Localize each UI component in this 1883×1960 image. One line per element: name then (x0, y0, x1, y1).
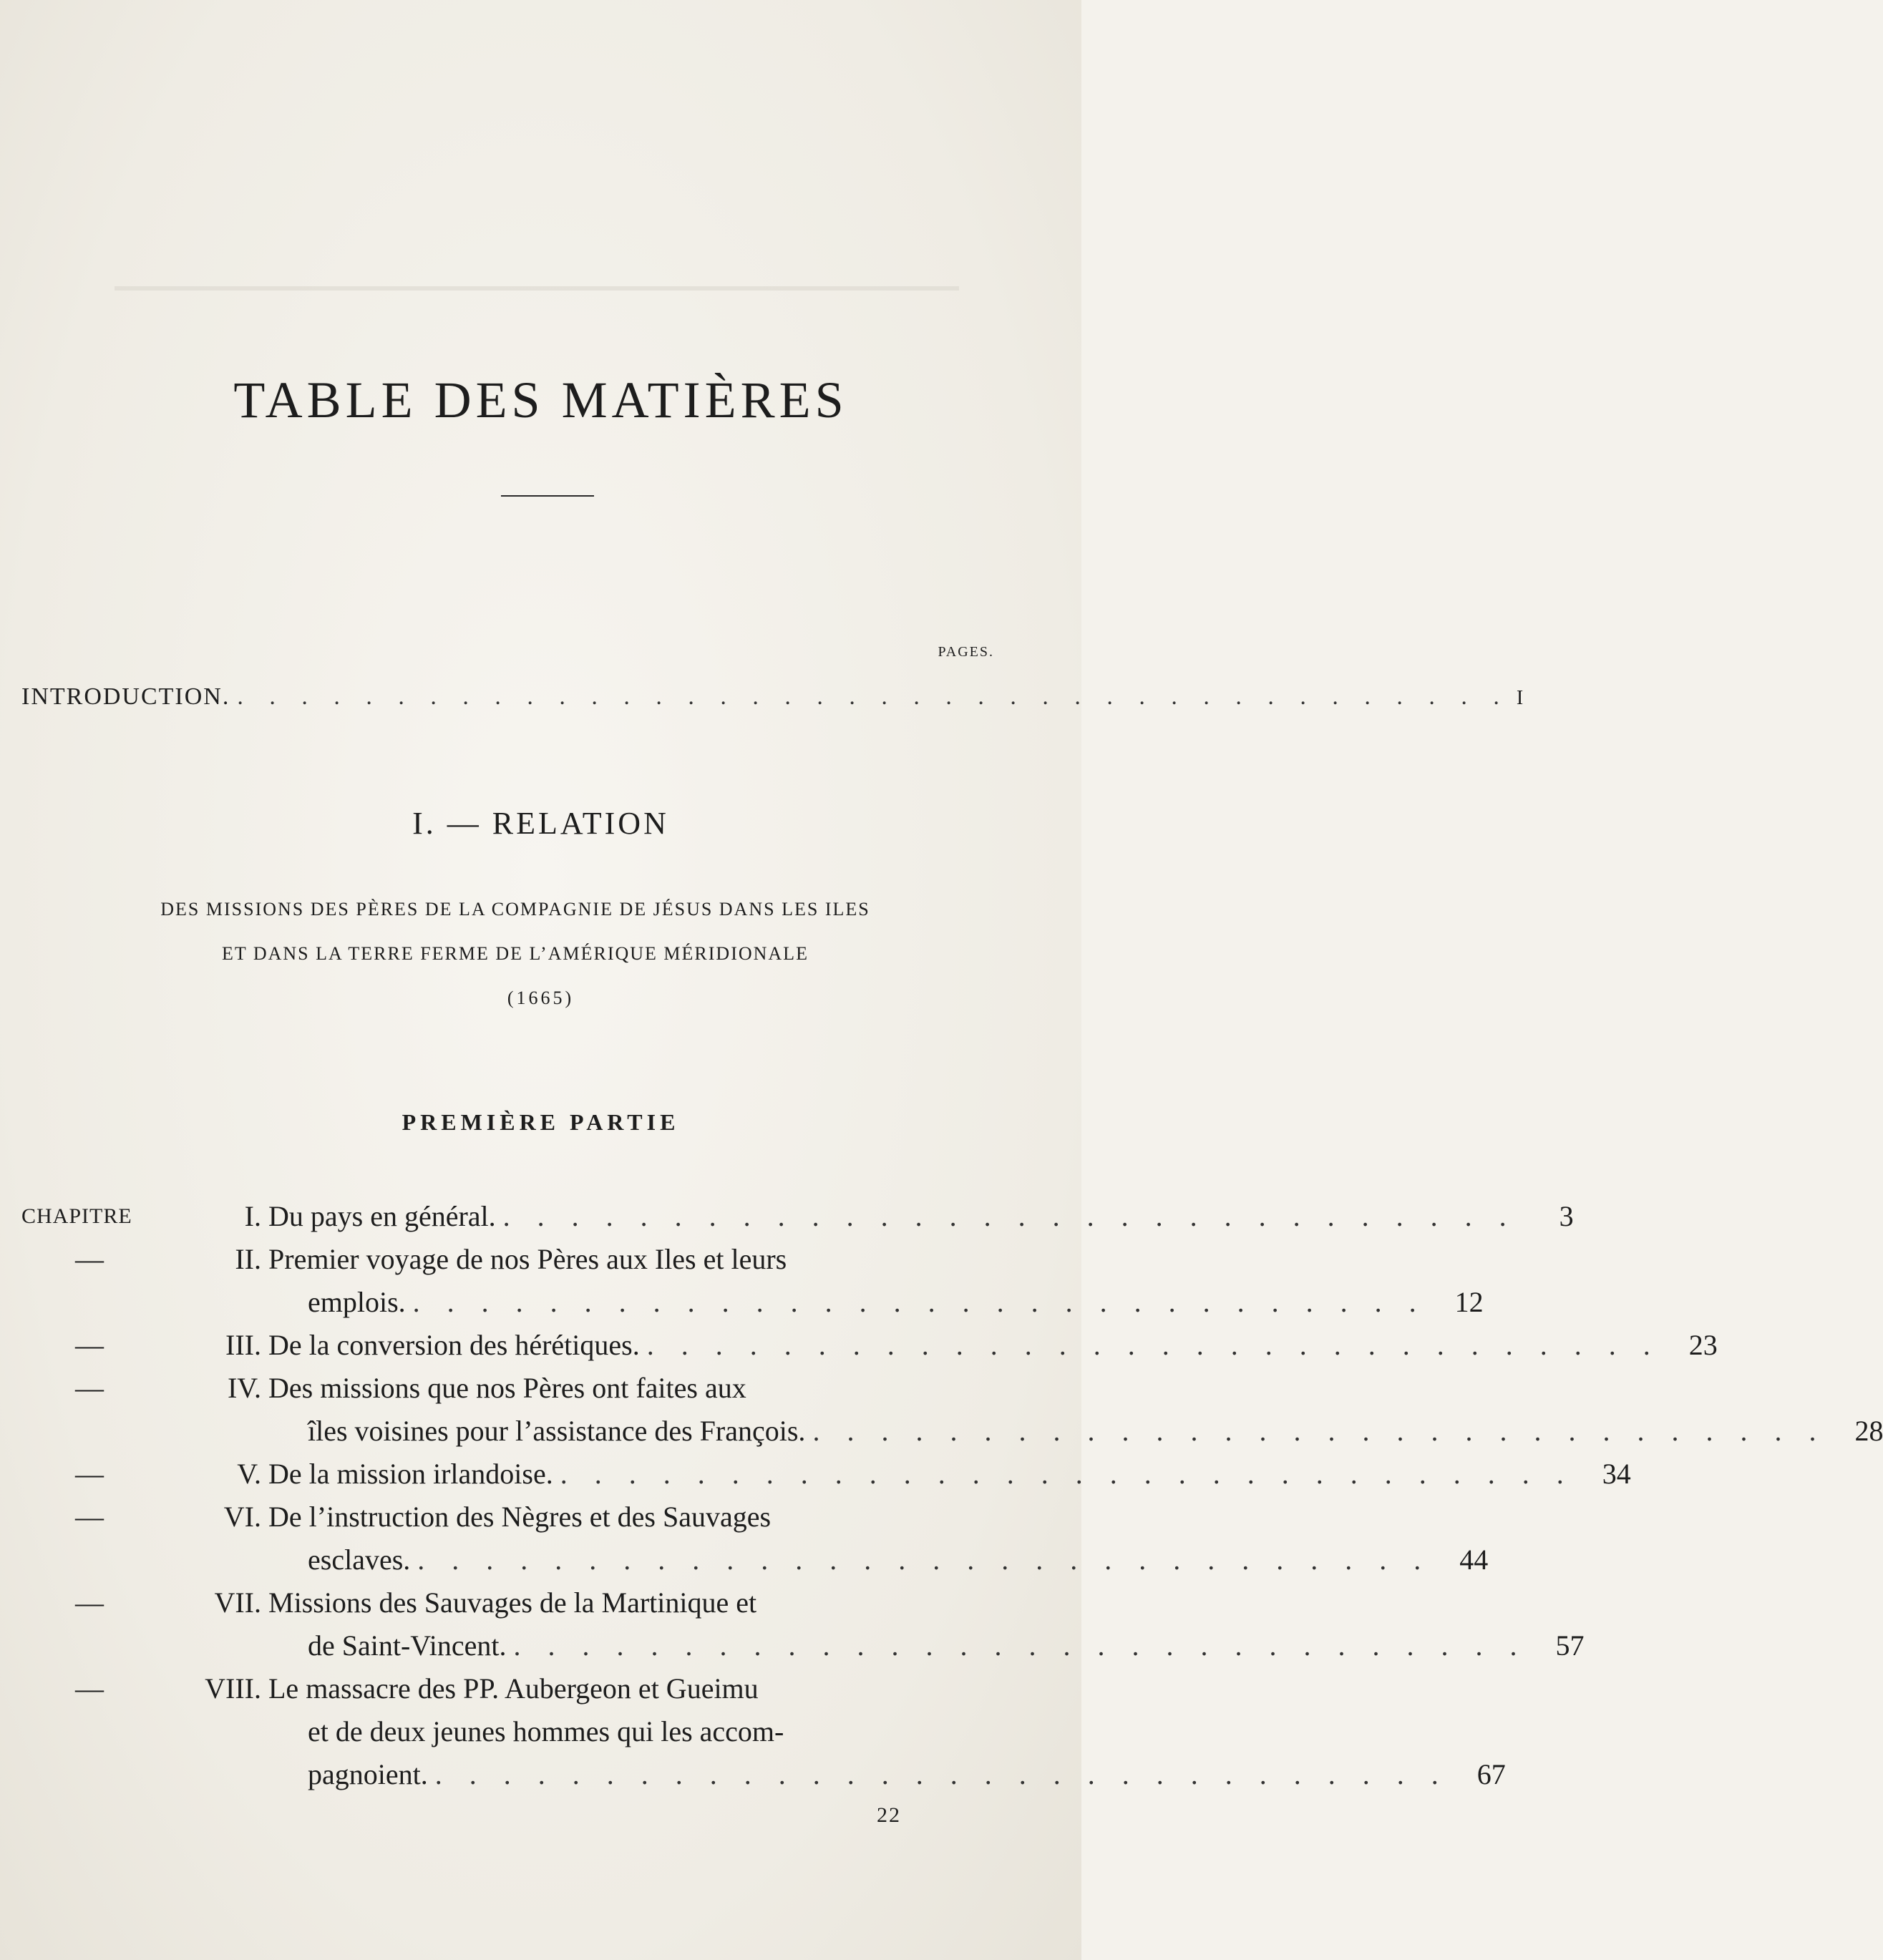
chapter-prefix: — (75, 1501, 104, 1533)
toc-entry (21, 1238, 1484, 1324)
section-subtitle (21, 887, 1009, 976)
page-title: TABLE DES MATIÈRES (233, 371, 848, 429)
dot-leader: . . . . . . . . . . . . . . . . . . . . . . . . . . . . . . (502, 1200, 1517, 1232)
chapter-number: VIII. (205, 1672, 261, 1705)
dot-leader: . . . . . . . . . . . . . . . . . . . . . . . . . . . . . . (812, 1415, 1826, 1447)
chapter-title-line: esclaves. (308, 1544, 411, 1576)
section-title: I. — RELATION (412, 806, 669, 841)
chapter-title-line: pagnoient. (308, 1758, 428, 1790)
chapter-title-line: De la mission irlandoise. (268, 1458, 553, 1490)
chapter-prefix: — (75, 1458, 104, 1490)
chapter-title-line: Premier voyage de nos Pères aux Iles et leurs (268, 1243, 787, 1275)
chapter-title-line: De l’instruction des Nègres et des Sauvages (268, 1501, 772, 1533)
introduction-page: I (1516, 687, 1524, 709)
chapter-title-line: et de deux jeunes hommes qui les accom- (308, 1715, 784, 1747)
section-subtitle-line-2: ET DANS LA TERRE FERME DE L’AMÉRIQUE MÉRIDIONALE (222, 943, 809, 964)
section-subtitle-line-1: DES MISSIONS DES PÈRES DE LA COMPAGNIE DE JÉSUS DANS LES ILES (160, 899, 870, 920)
dot-leader: . . . . . . . . . . . . . . . . . . . . . . . . . . . . . . . . . . . . . . . . (237, 683, 1509, 710)
toc-entry-introduction (21, 683, 1524, 719)
chapter-title-line: Missions des Sauvages de la Martinique et (268, 1586, 757, 1619)
chapter-page-number: 67 (1476, 1758, 1506, 1790)
signature-mark: 22 (877, 1803, 901, 1827)
chapter-page-number: 28 (1854, 1415, 1883, 1447)
chapter-page-number: 23 (1688, 1329, 1718, 1361)
chapter-title-line: îles voisines pour l’assistance des François. (308, 1415, 806, 1447)
chapter-number: V. (237, 1458, 261, 1490)
chapter-prefix: — (75, 1372, 104, 1404)
chapter-title-line: emplois. (308, 1286, 406, 1318)
toc-entry (21, 1367, 1883, 1453)
chapter-page-number: 57 (1555, 1629, 1585, 1662)
chapter-prefix: — (75, 1329, 104, 1361)
chapter-number: III. (225, 1329, 261, 1361)
toc-entry (21, 1496, 1489, 1581)
chapter-number: VI. (223, 1501, 261, 1533)
chapter-prefix: CHAPITRE (21, 1204, 132, 1228)
chapter-number: VII. (214, 1586, 261, 1619)
chapter-number: II. (235, 1243, 261, 1275)
dot-leader: . . . . . . . . . . . . . . . . . . . . . . . . . . . . . . (412, 1286, 1426, 1318)
chapter-title-line: De la conversion des hérétiques. (268, 1329, 640, 1361)
toc-entry (21, 1581, 1585, 1667)
pages-column-header: PAGES. (938, 644, 994, 660)
chapter-page-number: 12 (1454, 1286, 1484, 1318)
chapter-number: I. (244, 1200, 261, 1232)
table-of-contents (21, 1195, 1883, 1796)
toc-entry (21, 1667, 1506, 1796)
dot-leader: . . . . . . . . . . . . . . . . . . . . . . . . . . . . . . (417, 1544, 1431, 1576)
chapter-number: IV. (227, 1372, 261, 1404)
chapter-prefix: — (75, 1672, 104, 1705)
toc-entry (21, 1195, 1574, 1238)
toc-entry (21, 1453, 1631, 1496)
chapter-title-line: de Saint-Vincent. (308, 1629, 507, 1662)
chapter-page-number: 3 (1559, 1200, 1574, 1232)
chapter-prefix: — (75, 1243, 104, 1275)
dot-leader: . . . . . . . . . . . . . . . . . . . . . . . . . . . . . . (646, 1329, 1660, 1361)
chapter-page-number: 34 (1602, 1458, 1631, 1490)
title-rule (501, 495, 594, 497)
dot-leader: . . . . . . . . . . . . . . . . . . . . . . . . . . . . . . (434, 1758, 1449, 1790)
chapter-title-line: Du pays en général. (268, 1200, 496, 1232)
toc-entry (21, 1324, 1718, 1367)
part-title: PREMIÈRE PARTIE (402, 1109, 680, 1135)
chapter-title-line: Le massacre des PP. Aubergeon et Gueimu (268, 1672, 759, 1705)
chapter-title-line: Des missions que nos Pères ont faites aux (268, 1372, 746, 1404)
dot-leader: . . . . . . . . . . . . . . . . . . . . . . . . . . . . . . (560, 1458, 1574, 1490)
introduction-label: INTRODUCTION. (21, 683, 230, 710)
section-year: (1665) (507, 988, 575, 1008)
dot-leader: . . . . . . . . . . . . . . . . . . . . . . . . . . . . . . (513, 1629, 1527, 1662)
chapter-prefix: — (75, 1586, 104, 1619)
chapter-page-number: 44 (1459, 1544, 1489, 1576)
